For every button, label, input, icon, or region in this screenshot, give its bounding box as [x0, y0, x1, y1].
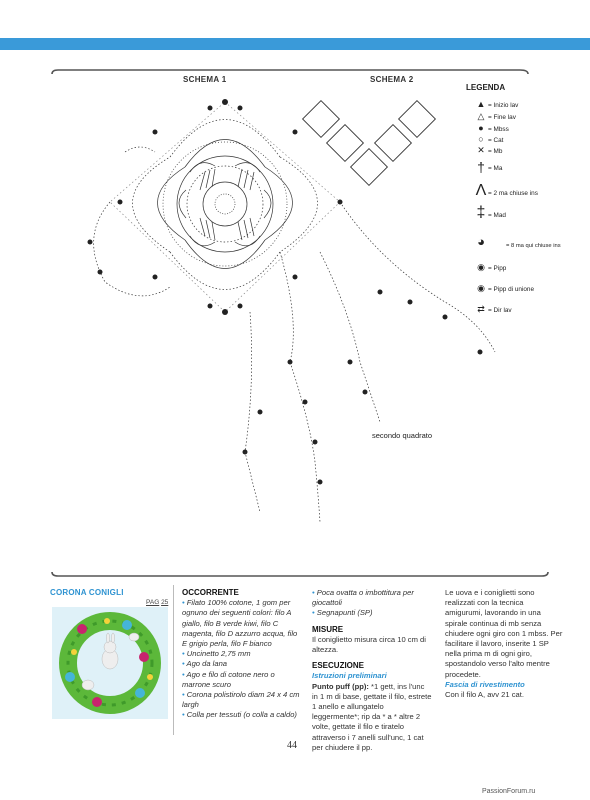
legend-item: = Dir lav [488, 307, 512, 314]
legend-title: LEGENDA [466, 83, 506, 92]
watermark: PassionForum.ru [482, 788, 536, 795]
esecuzione-column [445, 588, 563, 700]
list-item-text: Ago da lana [186, 659, 228, 669]
esecuzione-subheading: Istruzioni preliminari [312, 671, 387, 681]
list-item-text: Filato 100% cotone, 1 gom per ognuno dei seguenti colori: filo A giallo, filo B verde kiwi, filo C magenta, filo D azzurro acqua, filo E grigio perla, filo F bianco [182, 598, 298, 649]
list-item: • Ago e filo di cotone nero o marrone scuro [182, 669, 275, 689]
arrowhead-open-icon: △ [477, 111, 485, 121]
page-number: 44 [287, 740, 297, 751]
misure-heading: MISURE [312, 624, 344, 634]
wreath-photo [52, 607, 168, 719]
schema2-squares [303, 101, 436, 186]
page-ref-prefix: PAG [146, 599, 160, 606]
misure-column [312, 588, 432, 753]
list-item-text: Uncinetto 2,75 mm [186, 649, 251, 659]
legend-item: = Fine lav [488, 114, 516, 121]
esecuzione-heading: ESECUZIONE [312, 661, 365, 671]
list-item: • Poca ovatta o imbottitura per giocattoli [312, 588, 414, 608]
puff-label: Punto puff (pp): [312, 681, 369, 691]
schema1-label: SCHEMA 1 [183, 75, 227, 84]
cross-icon: ✕ [477, 145, 485, 155]
amigurumi-paragraph: Le uova e i coniglietti sono realizzati con la tecnica amigurumi, lavorando in una spirale continua di mb senza chiudere ogni giro con 1 mbss. Per facilitare il lavoro, inserite 1 SP nella prima m di ogni giro, spostandolo verso l'alto mentre procedete. [445, 588, 563, 679]
project-column [50, 588, 168, 598]
legend-item: = Inizio lav [488, 102, 519, 109]
schema1-motif [88, 99, 496, 522]
legend-item: = Mb [488, 148, 503, 155]
legend-item: = Pipp [488, 265, 507, 272]
joining-picot-icon: ◉ [477, 283, 485, 293]
list-item: • Uncinetto 2,75 mm [182, 649, 251, 659]
fascia-text: Con il filo A, avv 21 cat. [445, 690, 524, 700]
fascia-subheading: Fascia di rivestimento [445, 679, 525, 689]
list-item: • Corona polistirolo diam 24 x 4 cm largh [182, 690, 300, 710]
legend-item: = Cat [488, 137, 504, 144]
frame-top-line [52, 70, 528, 74]
legend-item: = Mad [488, 212, 506, 219]
schema2-label: SCHEMA 2 [370, 75, 414, 84]
legend-item: = Ma [488, 165, 503, 172]
list-item-text: Colla per tessuti (o colla a caldo) [186, 710, 297, 720]
tall-stitch-icon: † [477, 159, 485, 175]
occorrente-column [182, 588, 302, 721]
direction-arrows-icon: ⇄ [477, 304, 485, 314]
column-divider [173, 585, 174, 735]
frame-bottom-line [52, 572, 548, 576]
arrowhead-filled-icon: ▲ [476, 99, 486, 109]
legend-item: = Mbss [488, 126, 509, 133]
second-square-label: secondo quadrato [372, 431, 433, 440]
page-reference [146, 599, 168, 606]
list-item: • Filato 100% cotone, 1 gom per ognuno dei seguenti colori: filo A giallo, filo B verde kiwi, filo C magenta, filo D azzurro acqua, filo E grigio perla, filo F bianco [182, 598, 298, 649]
puff-paragraph [312, 682, 432, 753]
puff-text: *1 gett, ins l'unc in 1 m di base, gettate il filo, estrete 1 anello e allungatelo leggermente*; rip da * a * altre 2 volte, gettate il filo e tiratelo attraverso i 7 anelli sull'unc, 1 cat per chiudere il pp. [312, 681, 432, 752]
top-accent-bar [0, 38, 590, 50]
legend-item: = Pipp di unione [488, 286, 535, 293]
legend-item: = 8 ma qui chiuse ins [506, 243, 561, 249]
list-item: • Colla per tessuti (o colla a caldo) [182, 710, 297, 720]
double-crochet-icon: ‡ [476, 204, 486, 221]
project-title: CORONA CONIGLI [50, 588, 124, 597]
list-item-text: Segnapunti (SP) [316, 608, 373, 618]
list-item-text: Poca ovatta o imbottitura per giocattoli [312, 588, 414, 608]
misure-text: Il coniglietto misura circa 10 cm di altezza. [312, 634, 426, 655]
oval-filled-icon: ● [478, 123, 484, 133]
two-chain-together-icon: Λ [475, 182, 487, 199]
picot-icon: ◉ [477, 262, 485, 272]
page-ref-number: 25 [161, 599, 169, 606]
oval-open-icon: ○ [478, 134, 484, 144]
list-item: • Ago da lana [182, 659, 228, 669]
list-item: • Segnapunti (SP) [312, 608, 373, 618]
legend-item: = 2 ma chiuse ins [488, 190, 538, 197]
occorrente-heading: OCCORRENTE [182, 588, 239, 597]
list-item-text: Ago e filo di cotone nero o marrone scuro [182, 669, 275, 689]
list-item-text: Corona polistirolo diam 24 x 4 cm largh [182, 690, 300, 710]
fan-icon: ◕ [477, 234, 485, 249]
